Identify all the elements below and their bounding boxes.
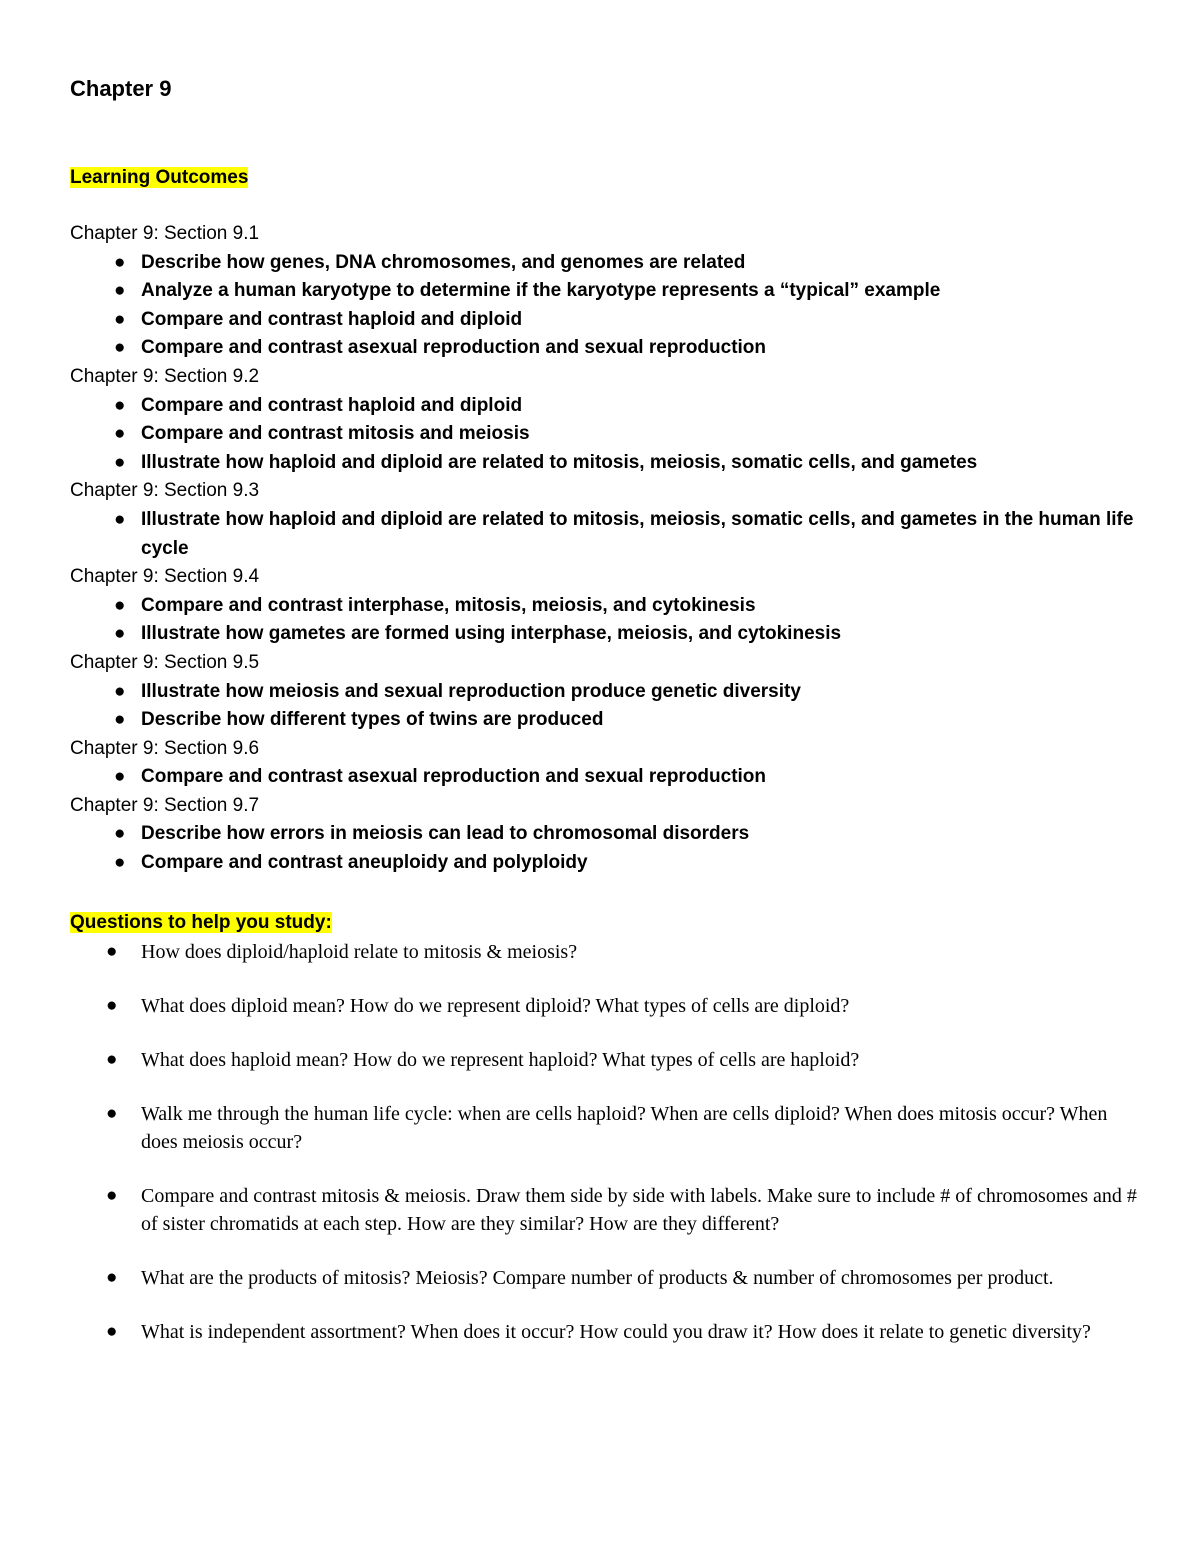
bullet-icon: ●	[114, 823, 126, 845]
learning-outcomes-sections	[70, 220, 1140, 878]
list-item	[70, 392, 1140, 421]
bullet-icon: ●	[114, 423, 126, 445]
section-outcomes-list	[70, 678, 1140, 735]
list-item	[70, 249, 1140, 278]
list-item-text: Compare and contrast asexual reproduction and sexual reproduction	[141, 337, 767, 359]
bullet-icon: ●	[114, 337, 126, 359]
section-outcomes-list	[70, 392, 1140, 478]
list-item-text: Compare and contrast haploid and diploid	[141, 308, 523, 330]
list-item	[70, 449, 1140, 478]
section-outcomes-list	[70, 763, 1140, 792]
list-item-text: Compare and contrast mitosis and meiosis	[141, 423, 530, 445]
section-label: Chapter 9: Section 9.5	[70, 651, 260, 673]
list-item-text: Illustrate how haploid and diploid are related to mitosis, meiosis, somatic cells, and gametes	[141, 451, 978, 473]
learning-outcomes-heading: Learning Outcomes	[70, 167, 249, 188]
list-item-text: Compare and contrast haploid and diploid	[141, 394, 523, 416]
list-item-text: Illustrate how gametes are formed using interphase, meiosis, and cytokinesis	[141, 623, 842, 645]
list-item-text: Compare and contrast interphase, mitosis, meiosis, and cytokinesis	[141, 594, 756, 616]
page-title: Chapter 9	[70, 76, 172, 101]
section-label: Chapter 9: Section 9.1	[70, 223, 260, 244]
question-text: What does diploid mean? How do we represent diploid? What types of cells are diploid?	[141, 995, 850, 1017]
bullet-icon: ●	[114, 709, 126, 731]
list-item	[70, 992, 1140, 1020]
bullet-icon: ●	[114, 451, 126, 473]
question-text: What is independent assortment? When does it occur? How could you draw it? How does it relate to genetic diversity?	[141, 1321, 1091, 1343]
bullet-icon: ●	[114, 766, 126, 788]
section-label: Chapter 9: Section 9.7	[70, 794, 260, 816]
section-label: Chapter 9: Section 9.3	[70, 480, 260, 502]
list-item-text: Compare and contrast asexual reproduction and sexual reproduction	[141, 766, 767, 788]
list-item-text: Illustrate how haploid and diploid are related to mitosis, meiosis, somatic cells, and gametes in the human life cycle	[141, 508, 1134, 559]
section-label: Chapter 9: Section 9.2	[70, 365, 260, 387]
list-item	[70, 820, 1140, 849]
study-questions-heading: Questions to help you study:	[70, 912, 332, 933]
question-text: What does haploid mean? How do we represent haploid? What types of cells are haploid?	[141, 1049, 860, 1071]
list-item-text: Describe how errors in meiosis can lead to chromosomal disorders	[141, 823, 750, 845]
bullet-icon: ●	[114, 623, 126, 645]
section-outcomes-list	[70, 506, 1140, 563]
list-item	[70, 620, 1140, 649]
bullet-icon: ●	[106, 941, 118, 962]
bullet-icon: ●	[114, 251, 126, 273]
list-item-text: Illustrate how meiosis and sexual reproduction produce genetic diversity	[141, 680, 801, 702]
list-item	[70, 678, 1140, 707]
section-outcomes-list	[70, 592, 1140, 649]
bullet-icon: ●	[106, 1103, 118, 1124]
list-item-text: Describe how genes, DNA chromosomes, and genomes are related	[141, 251, 746, 273]
bullet-icon: ●	[106, 1049, 118, 1070]
bullet-icon: ●	[114, 594, 126, 616]
bullet-icon: ●	[106, 1321, 118, 1342]
bullet-icon: ●	[106, 995, 118, 1016]
list-item	[70, 334, 1140, 363]
list-item	[70, 1100, 1140, 1156]
bullet-icon: ●	[114, 280, 126, 302]
list-item	[70, 277, 1140, 306]
list-item	[70, 420, 1140, 449]
list-item	[70, 592, 1140, 621]
learning-outcomes	[70, 164, 1140, 878]
list-item	[70, 1264, 1140, 1292]
bullet-icon: ●	[106, 1185, 118, 1206]
question-text: Walk me through the human life cycle: when are cells haploid? When are cells diploid? When does mitosis occur? When does meiosis occur?	[141, 1103, 1108, 1153]
bullet-icon: ●	[114, 852, 126, 874]
list-item	[70, 706, 1140, 735]
section-outcomes-list	[70, 249, 1140, 363]
section-outcomes-list	[70, 820, 1140, 877]
section-label: Chapter 9: Section 9.4	[70, 566, 260, 588]
question-text: How does diploid/haploid relate to mitosis & meiosis?	[141, 941, 578, 963]
question-text: What are the products of mitosis? Meiosis? Compare number of products & number of chromosomes per product.	[141, 1267, 1054, 1289]
bullet-icon: ●	[106, 1267, 118, 1288]
list-item	[70, 938, 1140, 966]
list-item-text: Analyze a human karyotype to determine if the karyotype represents a “typical” example	[141, 280, 941, 302]
list-item	[70, 1182, 1140, 1238]
bullet-icon: ●	[114, 394, 126, 416]
bullet-icon: ●	[114, 308, 126, 330]
study-questions	[70, 908, 1140, 1372]
list-item	[70, 1318, 1140, 1346]
list-item	[70, 849, 1140, 878]
bullet-icon: ●	[114, 680, 126, 702]
list-item-text: Compare and contrast aneuploidy and polyploidy	[141, 852, 588, 874]
list-item	[70, 1046, 1140, 1074]
list-item-text: Describe how different types of twins are produced	[141, 709, 604, 731]
section-label: Chapter 9: Section 9.6	[70, 737, 260, 759]
bullet-icon: ●	[114, 508, 126, 530]
question-text: Compare and contrast mitosis & meiosis. Draw them side by side with labels. Make sure to include # of chromosomes and # of sister chromatids at each step. How are they similar? How are they different?	[141, 1185, 1137, 1235]
list-item	[70, 763, 1140, 792]
study-questions-list	[70, 938, 1140, 1346]
list-item	[70, 506, 1140, 563]
list-item	[70, 306, 1140, 335]
